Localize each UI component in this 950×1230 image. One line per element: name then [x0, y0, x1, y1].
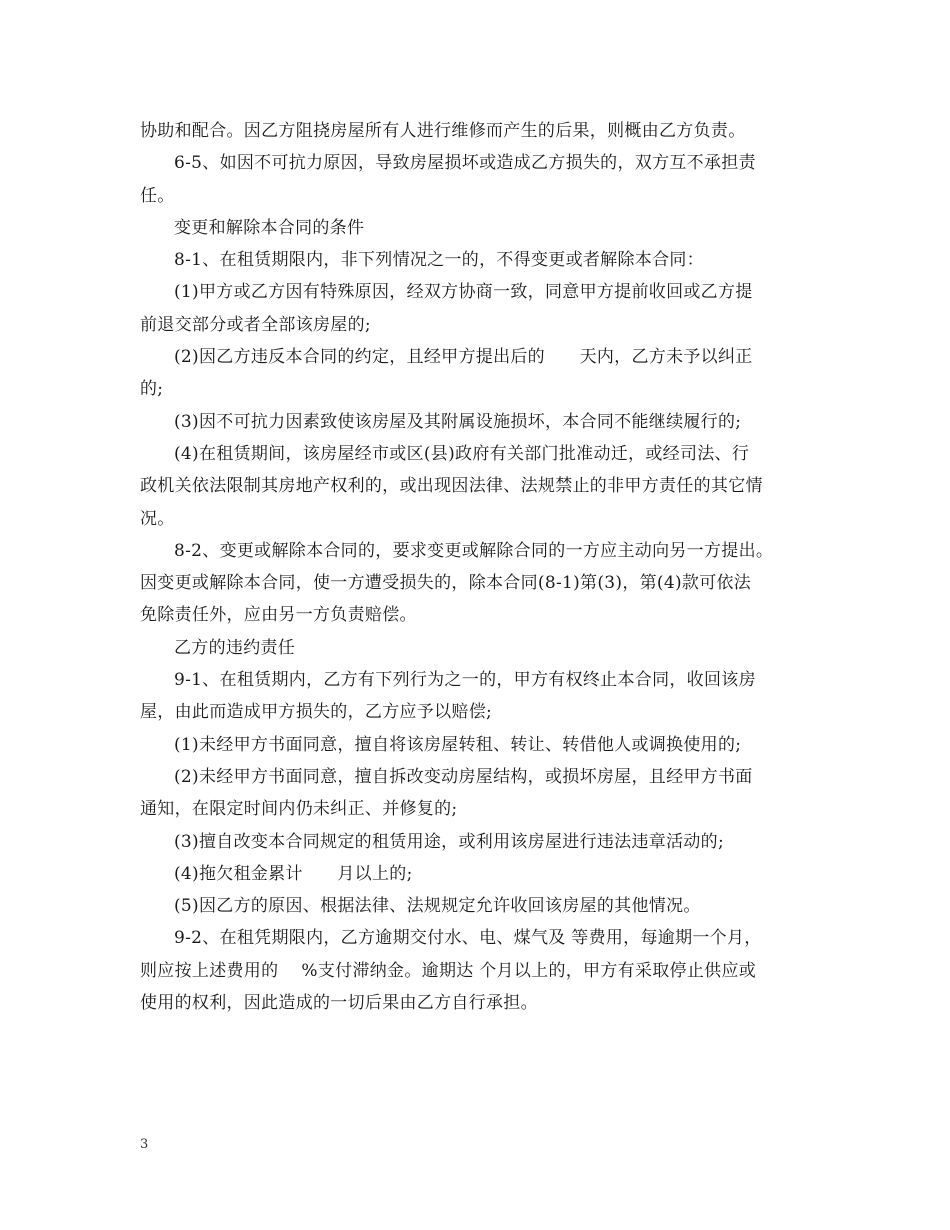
text-line: 政机关依法限制其房地产权利的，或出现因法律、法规禁止的非甲方责任的其它情: [140, 476, 763, 497]
text-line: 前退交部分或者全部该房屋的;: [140, 314, 371, 335]
text-line: (2)因乙方违反本合同的约定，且经甲方提出后的 天内，乙方未予以纠正: [174, 347, 753, 368]
text-line: 屋，由此而造成甲方损失的，乙方应予以赔偿;: [140, 702, 493, 723]
text-line: 因变更或解除本合同，使一方遭受损失的，除本合同(8-1)第(3)，第(4)款可依法: [140, 573, 752, 594]
text-line: 则应按上述费用的 %支付滞纳金。逾期达 个月以上的，甲方有采取停止供应或: [140, 960, 757, 981]
section-heading: 乙方的违约责任: [174, 637, 296, 658]
text-line: 9-1、在租赁期内，乙方有下列行为之一的，甲方有权终止本合同，收回该房: [174, 670, 756, 691]
text-line: 任。: [140, 185, 175, 206]
section-heading: 变更和解除本合同的条件: [174, 217, 365, 238]
text-line: (1)未经甲方书面同意，擅自将该房屋转租、转让、转借他人或调换使用的;: [174, 734, 742, 755]
text-line: (3)因不可抗力因素致使该房屋及其附属设施损坏，本合同不能继续履行的;: [174, 411, 742, 432]
text-line: 协助和配合。因乙方阻挠房屋所有人进行维修而产生的后果，则概由乙方负责。: [140, 121, 746, 141]
text-line: 8-2、变更或解除本合同的，要求变更或解除合同的一方应主动向另一方提出。: [174, 540, 774, 561]
text-line: (2)未经甲方书面同意，擅自拆改变动房屋结构，或损坏房屋，且经甲方书面: [174, 766, 753, 787]
text-line: 免除责任外，应由另一方负责赔偿。: [140, 605, 417, 626]
text-line: (5)因乙方的原因、根据法律、法规规定允许收回该房屋的其他情况。: [174, 896, 701, 917]
text-line: 况。: [140, 508, 175, 529]
page-number: 3: [140, 1137, 149, 1152]
text-line: (1)甲方或乙方因有特殊原因，经双方协商一致，同意甲方提前收回或乙方提: [174, 282, 753, 303]
text-line: 使用的权利，因此造成的一切后果由乙方自行承担。: [140, 993, 538, 1014]
text-line: (3)擅自改变本合同规定的租赁用途，或利用该房屋进行违法违章活动的;: [174, 831, 725, 852]
text-line: 的;: [140, 379, 164, 400]
document-body: [140, 115, 812, 1019]
text-line: 通知，在限定时间内仍未纠正、并修复的;: [140, 799, 458, 820]
text-line: (4)拖欠租金累计 月以上的;: [174, 863, 413, 884]
text-line: (4)在租赁期间，该房屋经市或区(县)政府有关部门批准动迁，或经司法、行: [174, 443, 750, 464]
text-line: 9-2、在租凭期限内，乙方逾期交付水、电、煤气及 等费用，每逾期一个月，: [174, 928, 762, 949]
text-line: 6-5、如因不可抗力原因，导致房屋损坏或造成乙方损失的，双方互不承担责: [174, 153, 756, 174]
text-line: 8-1、在租赁期限内，非下列情况之一的，不得变更或者解除本合同：: [174, 250, 704, 271]
